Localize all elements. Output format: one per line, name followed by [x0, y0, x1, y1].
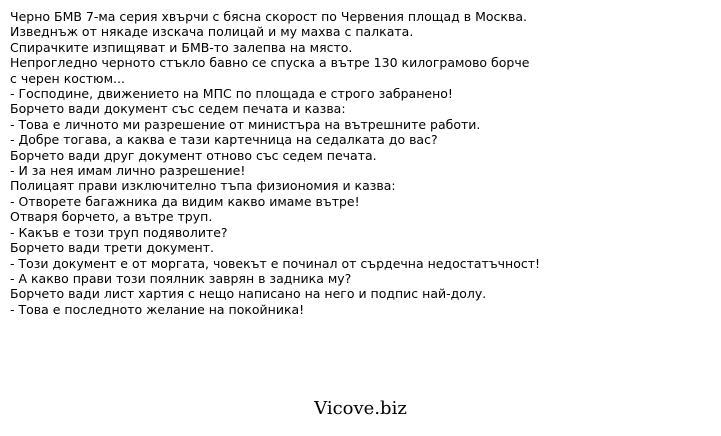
- joke-line: Борчето вади трети документ.: [10, 240, 214, 256]
- site-watermark: Vicove.biz: [314, 398, 407, 419]
- joke-line: - Това е последното желание на покойника!: [10, 301, 305, 317]
- joke-line: - И за нея имам лично разрешение!: [10, 163, 246, 179]
- joke-line: Борчето вади лист хартия с нещо написано на него и подпис най-долу.: [10, 286, 487, 302]
- joke-line: Спирачките изпищяват и БМВ-то залепва на място.: [10, 39, 353, 55]
- joke-line: - Добре тогава, а каква е тази картечница на седалката до вас?: [10, 132, 438, 148]
- joke-line: - Това е личното ми разрешение от министъра на вътрешните работи.: [10, 116, 481, 132]
- joke-line: - Господине, движението на МПС по площада е строго забранено!: [10, 86, 453, 102]
- joke-line: Полицаят прави изключително тъпа физиономия и казва:: [10, 178, 396, 194]
- joke-line: Борчето вади друг документ отново със седем печата.: [10, 147, 377, 163]
- joke-line: - Този документ е от моргата, човекът е починал от сърдечна недостатъчност!: [10, 255, 541, 271]
- joke-line: Изведнъж от някаде изскача полицай и му махва с палката.: [10, 24, 414, 40]
- joke-line: Непрогледно черното стъкло бавно се спуска а вътре 130 килограмово борче: [10, 55, 530, 71]
- joke-line: Отваря борчето, а вътре труп.: [10, 209, 213, 225]
- joke-line: Черно БМВ 7-ма серия хвърчи с бясна скорост по Червения площад в Москва.: [10, 9, 527, 24]
- joke-line: - Какъв е този труп подяволите?: [10, 224, 228, 240]
- joke-line: - Отворете багажника да видим какво имаме вътре!: [10, 193, 360, 209]
- joke-line: с черен костюм...: [10, 70, 125, 86]
- joke-text: [10, 9, 710, 317]
- joke-line: Борчето вади документ със седем печата и казва:: [10, 101, 346, 117]
- joke-line: - А какво прави този поялник заврян в задника му?: [10, 270, 352, 286]
